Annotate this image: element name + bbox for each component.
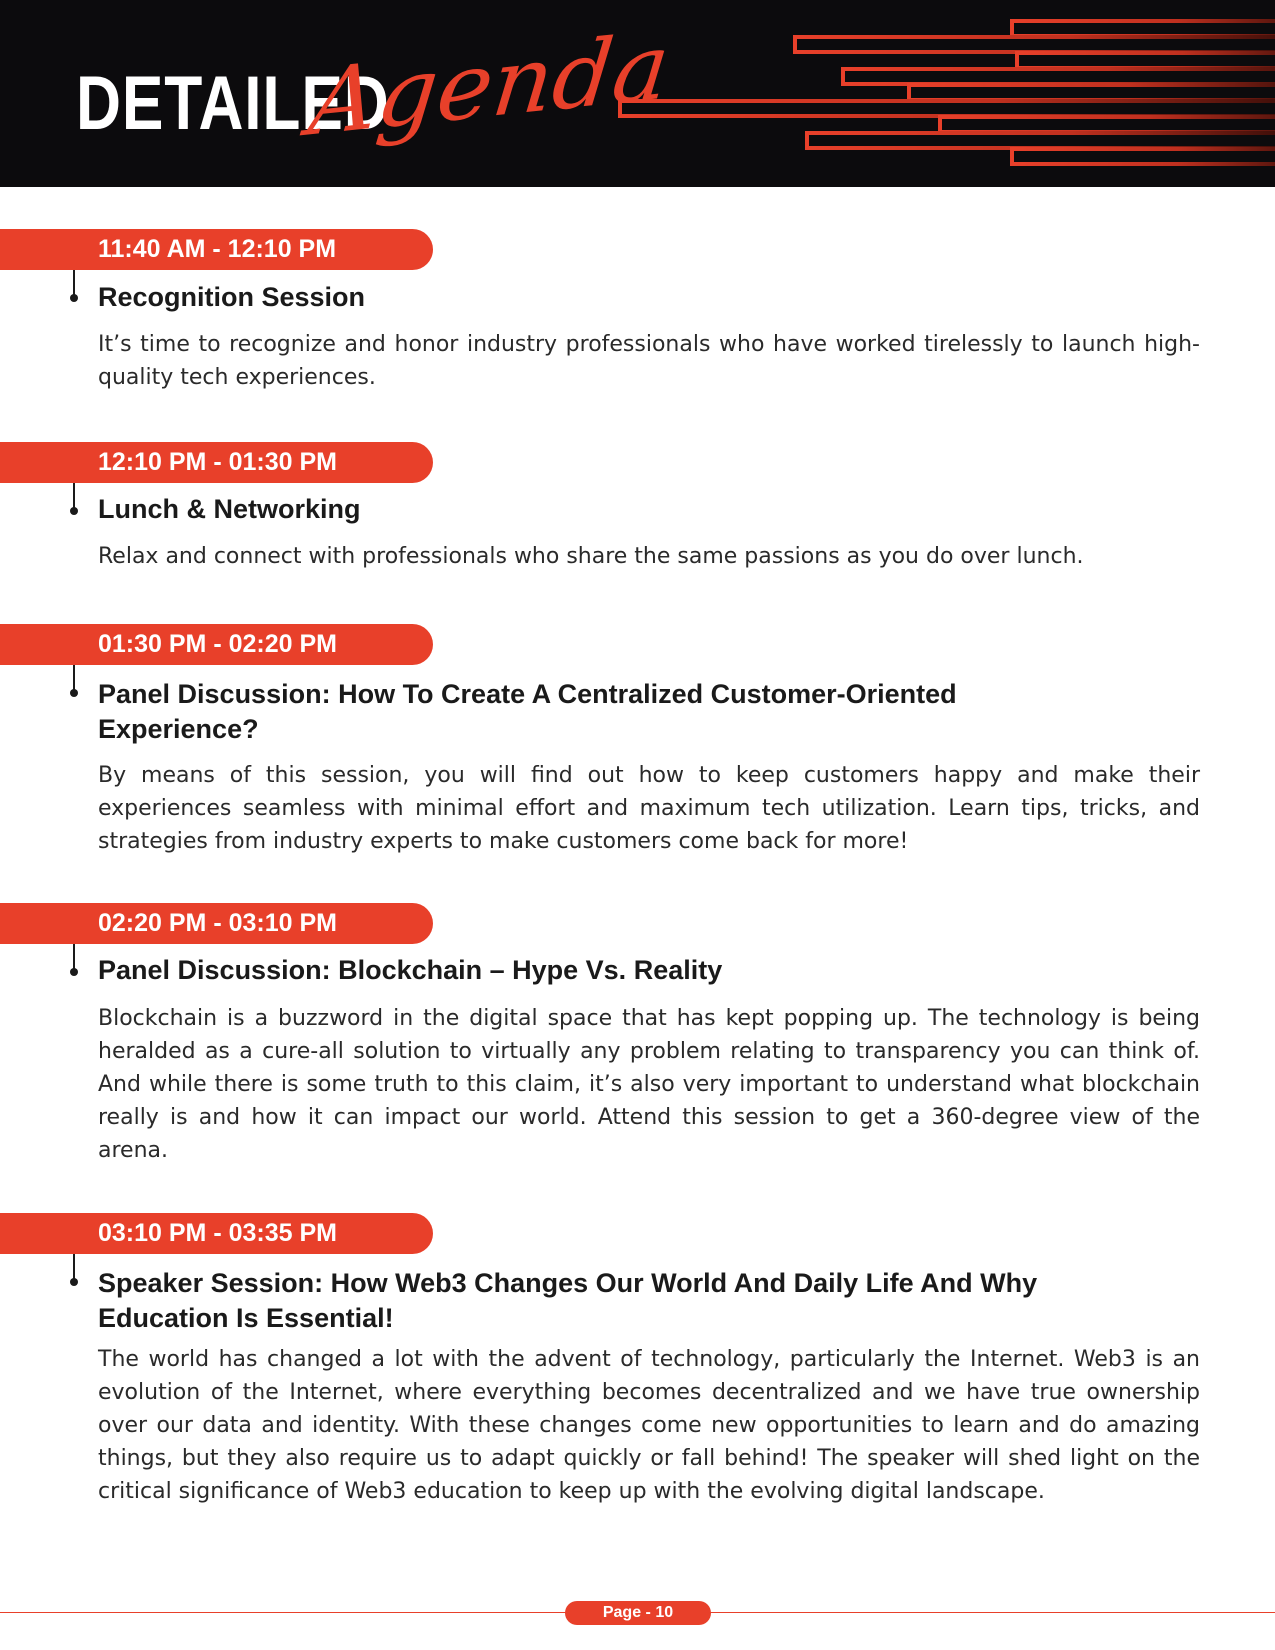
timeline-dot	[70, 294, 78, 302]
time-range: 03:10 PM - 03:35 PM	[98, 1219, 337, 1247]
session-description: It’s time to recognize and honor industry professionals who have worked tirelessly to launch high-quality tech experiences.	[98, 332, 1200, 390]
session-description: The world has changed a lot with the advent of technology, particularly the Internet. Web3 is an evolution of the Internet, where everything becomes decentralized and we have true ownership over our data and identity. With these changes come new opportunities to learn and do amazing things, but they also require us to adapt quickly or fall behind! The speaker will shed light on the critical significance of Web3 education to keep up with the evolving digital landscape.	[98, 1347, 1200, 1504]
time-badge	[0, 903, 433, 944]
time-badge	[0, 442, 433, 483]
timeline-connector	[73, 483, 75, 510]
timeline-dot	[70, 968, 78, 976]
session-title: Lunch & Networking	[98, 494, 361, 524]
time-range: 11:40 AM - 12:10 PM	[98, 235, 337, 263]
page-title-script: Agenda	[304, 13, 675, 157]
time-badge	[0, 624, 433, 665]
timeline-connector	[73, 665, 75, 692]
timeline-dot	[70, 1278, 78, 1286]
timeline-dot	[70, 507, 78, 515]
session-title: Recognition Session	[98, 282, 366, 312]
page-header	[0, 0, 1275, 187]
timeline-connector	[73, 1254, 75, 1281]
session-description: Relax and connect with professionals who share the same passions as you do over lunch.	[98, 544, 1084, 569]
page-title: DETAILED	[76, 61, 390, 146]
timeline-dot	[70, 689, 78, 697]
time-badge	[0, 229, 433, 270]
session-description: By means of this session, you will find out how to keep customers happy and make their experiences seamless with minimal effort and maximum tech utilization. Learn tips, tricks, and strategies from industry experts to make customers come back for more!	[98, 763, 1200, 854]
timeline-connector	[73, 270, 75, 297]
time-range: 02:20 PM - 03:10 PM	[98, 909, 337, 937]
session-title: Panel Discussion: How To Create A Centralized Customer-Oriented Experience?	[98, 679, 957, 744]
timeline-connector	[73, 944, 75, 971]
page-number: Page - 10	[565, 1601, 711, 1625]
time-range: 12:10 PM - 01:30 PM	[98, 448, 337, 476]
session-title: Speaker Session: How Web3 Changes Our World And Daily Life And Why Education Is Essential!	[98, 1268, 1038, 1333]
time-range: 01:30 PM - 02:20 PM	[98, 630, 337, 658]
time-badge	[0, 1213, 433, 1254]
session-description: Blockchain is a buzzword in the digital space that has kept popping up. The technology is being heralded as a cure-all solution to virtually any problem relating to transparency you can think of. And while there is some truth to this claim, it’s also very important to understand what blockchain really is and how it can impact our world. Attend this session to get a 360-degree view of the arena.	[98, 1006, 1200, 1163]
session-title: Panel Discussion: Blockchain – Hype Vs. Reality	[98, 955, 723, 985]
